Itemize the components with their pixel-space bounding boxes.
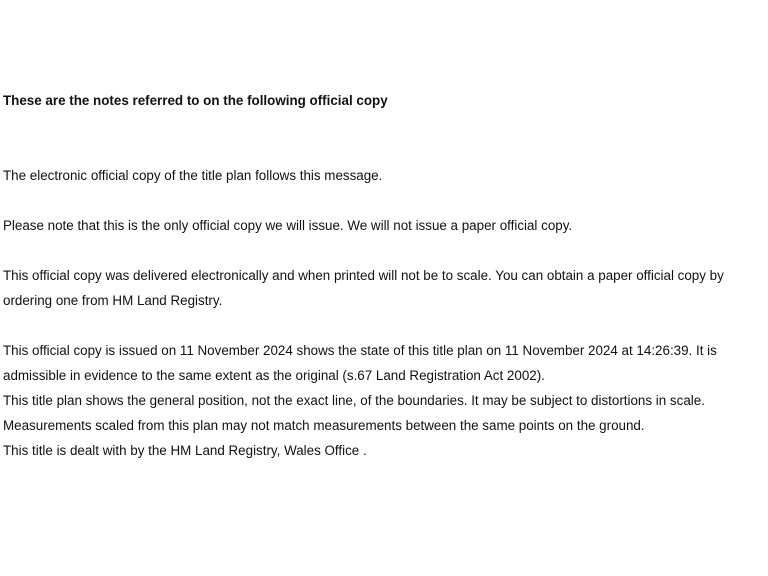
- official-copy-notes: [3, 88, 767, 463]
- scale-note: This official copy was delivered electronically and when printed will not be to scale. You can obtain a paper official copy by ordering one from HM Land Registry.: [3, 268, 724, 308]
- spacer: [3, 238, 767, 263]
- boundaries-note: This title plan shows the general position, not the exact line, of the boundaries. It may be subject to distortions in scale. Measurements scaled from this plan may not match measurements between the same points on the ground.: [3, 393, 705, 433]
- issue-date-note: This official copy is issued on 11 November 2024 shows the state of this title plan on 11 November 2024 at 14:26:39. It is admissible in evidence to the same extent as the original (s.67 Land Registration Act 2002).: [3, 343, 717, 383]
- spacer: [3, 113, 767, 163]
- spacer: [3, 313, 767, 338]
- spacer: [3, 188, 767, 213]
- dealt-with-by-note: This title is dealt with by the HM Land Registry, Wales Office .: [3, 443, 367, 458]
- electronic-copy-note: The electronic official copy of the title plan follows this message.: [3, 168, 383, 183]
- notes-heading: These are the notes referred to on the following official copy: [3, 93, 388, 108]
- only-official-copy-note: Please note that this is the only official copy we will issue. We will not issue a paper official copy.: [3, 218, 573, 233]
